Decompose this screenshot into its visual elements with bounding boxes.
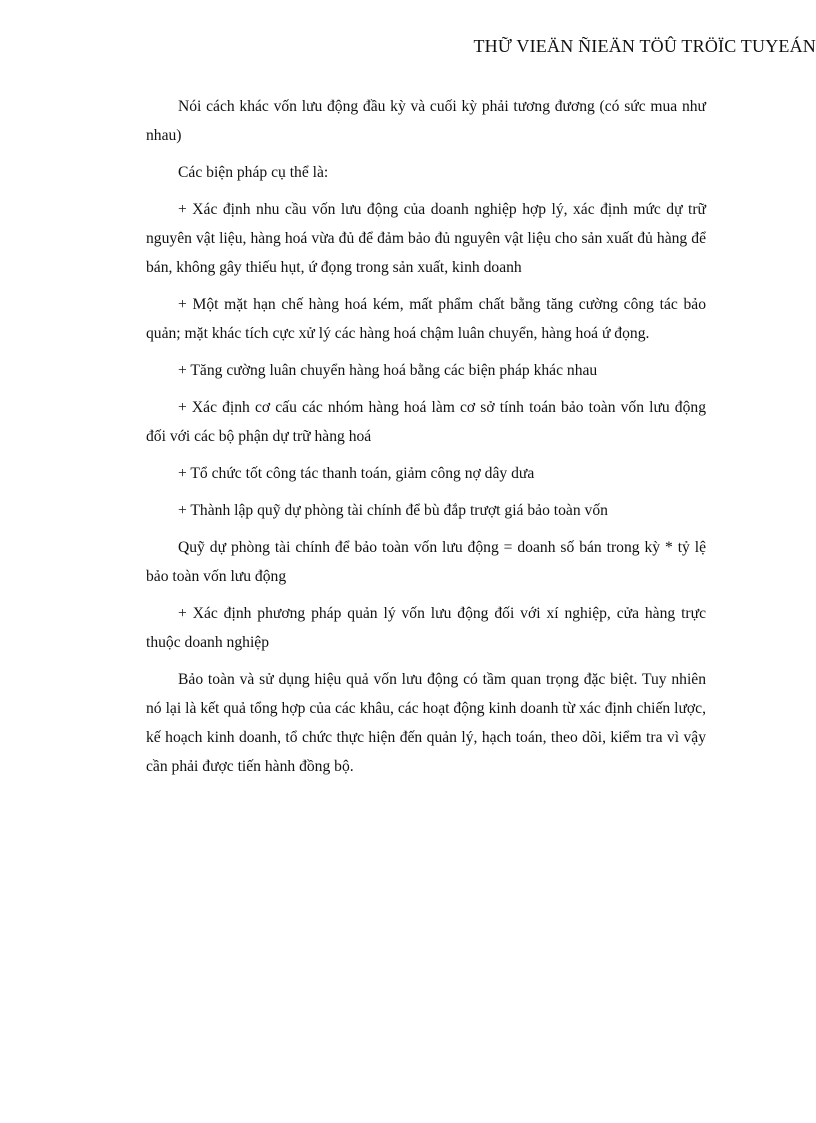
paragraph: + Xác định phương pháp quản lý vốn lưu động đối với xí nghiệp, cửa hàng trực thuộc doanh nghiệp: [146, 605, 706, 651]
paragraph: + Một mặt hạn chế hàng hoá kém, mất phẩm chất bằng tăng cường công tác bảo quản; mặt khác tích cực xử lý các hàng hoá chậm luân chuyển, hàng hoá ứ đọng.: [146, 296, 706, 342]
paragraph: + Xác định nhu cầu vốn lưu động của doanh nghiệp hợp lý, xác định mức dự trữ nguyên vật liệu, hàng hoá vừa đủ để đảm bảo đủ nguyên vật liệu cho sản xuất đủ hàng để bán, không gây thiếu hụt, ứ đọng trong sản xuất, kinh doanh: [146, 201, 706, 276]
paragraph: Nói cách khác vốn lưu động đầu kỳ và cuối kỳ phải tương đương (có sức mua như nhau): [146, 98, 706, 144]
paragraph: Quỹ dự phòng tài chính để bảo toàn vốn lưu động = doanh số bán trong kỳ * tỷ lệ bảo toàn vốn lưu động: [146, 539, 706, 585]
paragraph: + Xác định cơ cấu các nhóm hàng hoá làm cơ sở tính toán bảo toàn vốn lưu động đối với các bộ phận dự trữ hàng hoá: [146, 399, 706, 445]
document-body: [146, 92, 706, 789]
paragraph: Bảo toàn và sử dụng hiệu quả vốn lưu động có tầm quan trọng đặc biệt. Tuy nhiên nó lại là kết quả tổng hợp của các khâu, các hoạt động kinh doanh từ xác định chiến lược, kế hoạch kinh doanh, tổ chức thực hiện đến quản lý, hạch toán, theo dõi, kiểm tra vì vậy cần phải được tiến hành đồng bộ.: [146, 671, 706, 775]
paragraph: Các biện pháp cụ thể là:: [178, 164, 329, 181]
paragraph: + Tổ chức tốt công tác thanh toán, giảm công nợ dây dưa: [178, 465, 535, 482]
paragraph: + Tăng cường luân chuyển hàng hoá bằng các biện pháp khác nhau: [178, 362, 598, 379]
page-header: THỮ VIEÄN ÑIEÄN TÖÛ TRÖÏC TUYEÁN: [473, 36, 816, 56]
paragraph: + Thành lập quỹ dự phòng tài chính để bù đắp trượt giá bảo toàn vốn: [178, 502, 608, 519]
